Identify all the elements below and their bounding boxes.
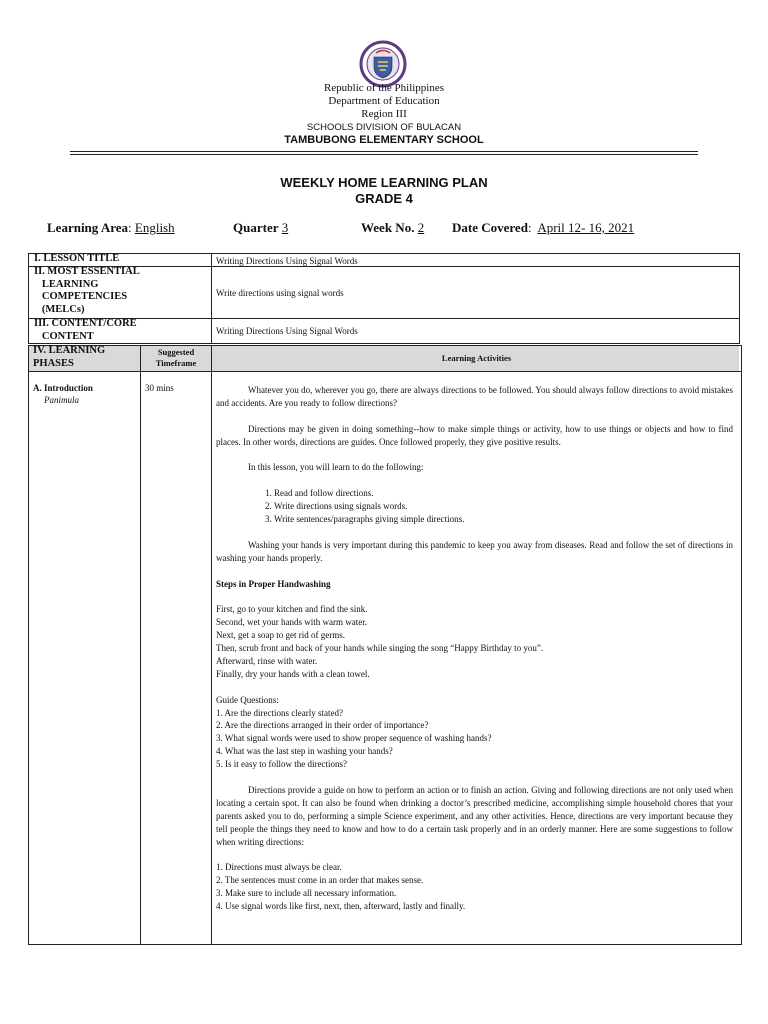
header-rule-2: [70, 154, 698, 155]
department-line: Department of Education: [328, 95, 440, 107]
learning-activities-content: [216, 384, 733, 913]
header-rule: [70, 151, 698, 152]
region-line: Region III: [361, 108, 407, 120]
list-item: 4. What was the last step in washing your hands?: [216, 746, 393, 757]
date-covered: Date Covered: April 12- 16, 2021: [452, 220, 635, 235]
list-item: Second, wet your hands with warm water.: [216, 617, 367, 628]
list-item: 3. Write sentences/paragraphs giving simple directions.: [274, 513, 733, 526]
phases-header: IV. LEARNING PHASES: [33, 345, 106, 369]
timeframe-header: Suggested Timeframe: [155, 347, 197, 368]
list-item: 1. Directions must always be clear.: [216, 862, 342, 873]
list-item: Finally, dry your hands with a clean towel.: [216, 668, 370, 679]
list-item: 3. What signal words were used to show proper sequence of washing hands?: [216, 733, 492, 744]
plan-title: WEEKLY HOME LEARNING PLAN: [280, 175, 488, 190]
division-line: SCHOOLS DIVISION OF BULACAN: [306, 122, 462, 133]
steps-list: [216, 603, 733, 680]
melcs-label: II. MOST ESSENTIAL LEARNING COMPETENCIES (MELCs): [34, 266, 140, 315]
list-item: 1. Read and follow directions.: [274, 487, 733, 500]
list-item: Afterward, rinse with water.: [216, 655, 318, 666]
republic-line: Republic of the Philippines: [323, 82, 445, 94]
melcs-value: Write directions using signal words: [216, 288, 344, 298]
guide-questions-list: [216, 707, 733, 772]
phase-introduction: A. Introduction: [33, 383, 93, 393]
lesson-title-value: Writing Directions Using Signal Words: [216, 256, 358, 266]
list-item: 3. Make sure to include all necessary information.: [216, 888, 397, 899]
lesson-title-label: I. LESSON TITLE: [34, 253, 120, 264]
guide-questions-title: Guide Questions:: [216, 694, 279, 705]
washing-paragraph: Washing your hands is very important during this pandemic to keep you away from diseases. Read and follow the set of directions in washing your hands properly.: [216, 539, 733, 563]
list-item: Next, get a soap to get rid of germs.: [216, 630, 345, 641]
school-name: TAMBUBONG ELEMENTARY SCHOOL: [284, 134, 484, 146]
suggestions-list: [216, 861, 733, 913]
steps-title: Steps in Proper Handwashing: [216, 578, 331, 589]
objectives-list: [216, 487, 733, 526]
list-item: First, go to your kitchen and find the sink.: [216, 604, 368, 615]
content-value: Writing Directions Using Signal Words: [216, 326, 358, 336]
content-label: III. CONTENT/CORE CONTENT: [34, 318, 137, 342]
week-number: Week No. 2: [361, 220, 425, 235]
learning-area: Learning Area: English: [47, 220, 175, 235]
deped-seal-icon: [356, 40, 410, 88]
list-item: 4. Use signal words like first, next, then, afterward, lastly and finally.: [216, 901, 466, 912]
directions-paragraph: Directions provide a guide on how to perform an action or to finish an action. Giving and following directions are not only used when locating a certain spot. It can also be found when drinking a doctor’s prescribed medicine, accomplishing simple household chores that your parents asked you to do, performing a simple Science experiment, and any other activities. Hence, directions are very important because they tell people the things they need to know and how to do a certain task properly and in an orderly manner. Here are some suggestions to follow when writing directions:: [216, 784, 733, 847]
intro-paragraph: Whatever you do, wherever you go, there are always directions to be followed. You should always follow directions to avoid mistakes and accidents. Are you ready to follow directions?: [216, 385, 733, 408]
phase-panimula: Panimula: [44, 395, 79, 405]
lesson-intro: In this lesson, you will learn to do the following:: [248, 462, 424, 473]
activities-header: Learning Activities: [441, 353, 512, 363]
quarter: Quarter 3: [233, 220, 289, 235]
list-item: 1. Are the directions clearly stated?: [216, 707, 343, 718]
list-item: 2. Write directions using signals words.: [274, 500, 733, 513]
timeframe-value: 30 mins: [145, 383, 174, 393]
list-item: Then, scrub front and back of your hands while singing the song “Happy Birthday to you”.: [216, 643, 544, 654]
list-item: 2. The sentences must come in an order that makes sense.: [216, 875, 424, 886]
grade-title: GRADE 4: [355, 191, 413, 206]
list-item: 5. Is it easy to follow the directions?: [216, 759, 347, 770]
list-item: 2. Are the directions arranged in their order of importance?: [216, 720, 429, 731]
guides-paragraph: Directions may be given in doing something--how to make simple things or activity, how to use things or objects and how to find places. In other words, directions are guides. Once followed properly, they give positive results.: [216, 423, 733, 447]
